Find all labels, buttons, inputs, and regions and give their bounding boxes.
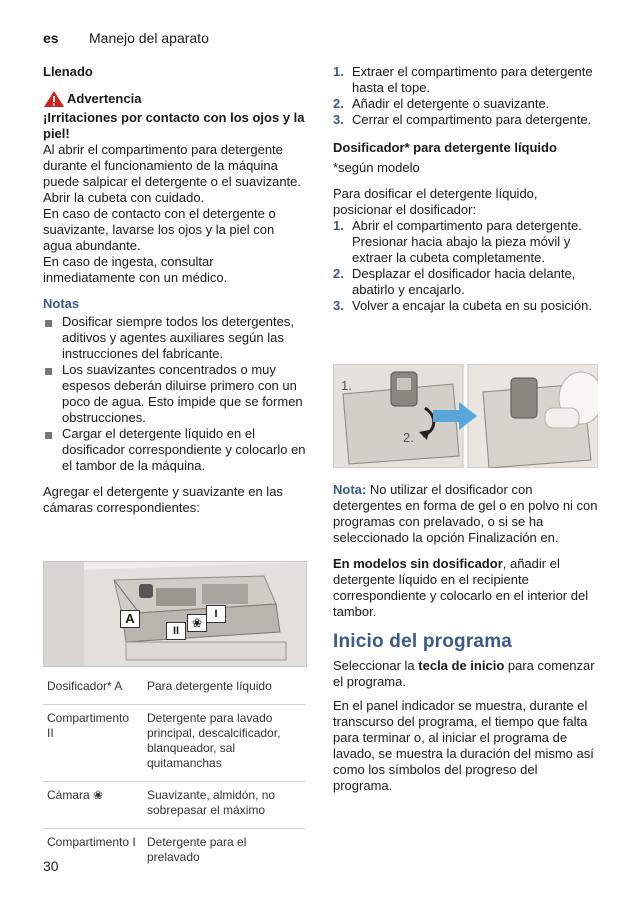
sin-dosificador-text: , añadir el detergente líquido en el recipiente correspondiente y colocarlo en el interior del tambor. (333, 556, 589, 619)
page-header-title: Manejo del aparato (89, 30, 209, 46)
drawer-illustration (44, 562, 306, 666)
warning-text-2: Abrir la cubeta con cuidado. (43, 190, 205, 205)
tecla-inicio-bold: tecla de inicio (418, 658, 505, 673)
legend-key: Compartimento I (47, 835, 136, 849)
list-item: 1. Extraer el compartimento para detergente hasta el tope. (333, 64, 593, 95)
figure-step-1-label: 1. (341, 378, 352, 393)
steps-list-2 (333, 218, 598, 314)
list-item: 2. Añadir el detergente o suavizante. (333, 96, 550, 111)
sin-dosificador-bold: En modelos sin dosificador (333, 556, 503, 571)
note-item: Cargar el detergente líquido en el dosificador correspondiente y colocarlo en el tambor de la máquina. (43, 426, 306, 474)
table-row (43, 705, 305, 782)
list-item: 3. Volver a encajar la cubeta en su posición. (333, 298, 592, 313)
legend-value: Para detergente líquido (147, 679, 272, 693)
nota-label: Nota: (333, 482, 367, 497)
warning-label: Advertencia (67, 91, 142, 106)
inicio-paragraph-2: En el panel indicador se muestra, durante el transcurso del programa, el tiempo que falta para terminar o, al iniciar el programa de lavado, se muestra la duración del mismo así como los símbolos del progreso del programa. (333, 698, 594, 793)
notes-list (43, 314, 306, 474)
list-item: 1. Abrir el compartimento para detergente. Presionar hacia abajo la pieza móvil y extraer la cubeta completamente. (333, 218, 582, 265)
note-item: Dosificar siempre todos los detergentes, aditivos y agentes auxiliares según las instrucciones del fabricante. (43, 314, 306, 362)
legend-key: Compartimento II (47, 711, 130, 740)
legend-value: Suavizante, almidón, no sobrepasar el máximo (147, 788, 276, 817)
legend-value: Detergente para lavado principal, descalcificador, blanqueador, sal quitamanchas (147, 711, 281, 770)
figure-label-i: I (206, 605, 226, 623)
figure-step-2-label: 2. (403, 430, 414, 445)
dosificador-illustration (333, 364, 598, 468)
section-title-llenado: Llenado (43, 64, 93, 79)
section-title-inicio: Inicio del programa (333, 631, 513, 652)
warning-text-3: En caso de contacto con el detergente o suavizante, lavarse los ojos y la piel con agua abundante. (43, 206, 276, 253)
segun-modelo-note: *según modelo (333, 160, 420, 175)
warning-heading: ¡Irritaciones por contacto con los ojos y la piel! (43, 110, 305, 141)
steps-list-1 (333, 64, 598, 128)
square-bullet-icon (45, 368, 52, 375)
legend-key: Dosificador* A (47, 679, 123, 693)
page-number: 30 (43, 858, 59, 874)
table-row (43, 782, 305, 829)
softener-flower-icon: ❀ (187, 614, 207, 632)
list-item: 2. Desplazar el dosificador hacia delante, abatirlo y encajarlo. (333, 266, 576, 297)
dosificador-figure (333, 364, 598, 468)
square-bullet-icon (45, 320, 52, 327)
inicio-paragraph-1: Seleccionar la tecla de inicio para comenzar el programa. (333, 658, 595, 689)
compartment-legend-table (43, 673, 305, 875)
warning-text-1: Al abrir el compartimento para detergente durante el funcionamiento de la máquina puede salpicar el detergente o el suavizante. (43, 142, 302, 189)
figure-label-a: A (120, 610, 140, 628)
right-column-lower (333, 482, 598, 794)
dosificar-intro: Para dosificar el detergente líquido, posicionar el dosificador: (333, 186, 538, 217)
warning-header (43, 90, 306, 108)
add-detergent-text: Agregar el detergente y suavizante en las cámaras correspondientes: (43, 484, 283, 515)
list-item: 3. Cerrar el compartimento para detergente. (333, 112, 592, 127)
legend-key: Cámara ❀ (47, 788, 104, 802)
legend-value: Detergente para el prelavado (147, 835, 247, 864)
table-row (43, 673, 305, 705)
table-row (43, 829, 305, 876)
warning-text-4: En caso de ingesta, consultar inmediatamente con un médico. (43, 254, 228, 285)
dosificador-title: Dosificador* para detergente líquido (333, 140, 557, 155)
left-column (43, 64, 306, 516)
note-item: Los suavizantes concentrados o muy espesos deberán diluirse primero con un poco de agua. Esto impide que se formen obstrucciones. (43, 362, 306, 426)
sin-dosificador-paragraph (333, 556, 598, 620)
square-bullet-icon (45, 432, 52, 439)
right-column-upper (333, 64, 598, 314)
detergent-drawer-figure (43, 561, 307, 667)
figure-label-ii: II (166, 622, 186, 640)
nota-text: No utilizar el dosificador con detergentes en forma de gel o en polvo ni con programas con prelavado, o si se ha seleccionado la opción Finalización en. (333, 482, 598, 545)
notes-title: Notas (43, 296, 80, 311)
nota-paragraph (333, 482, 598, 546)
language-code: es (43, 30, 59, 46)
warning-triangle-icon (43, 90, 65, 108)
